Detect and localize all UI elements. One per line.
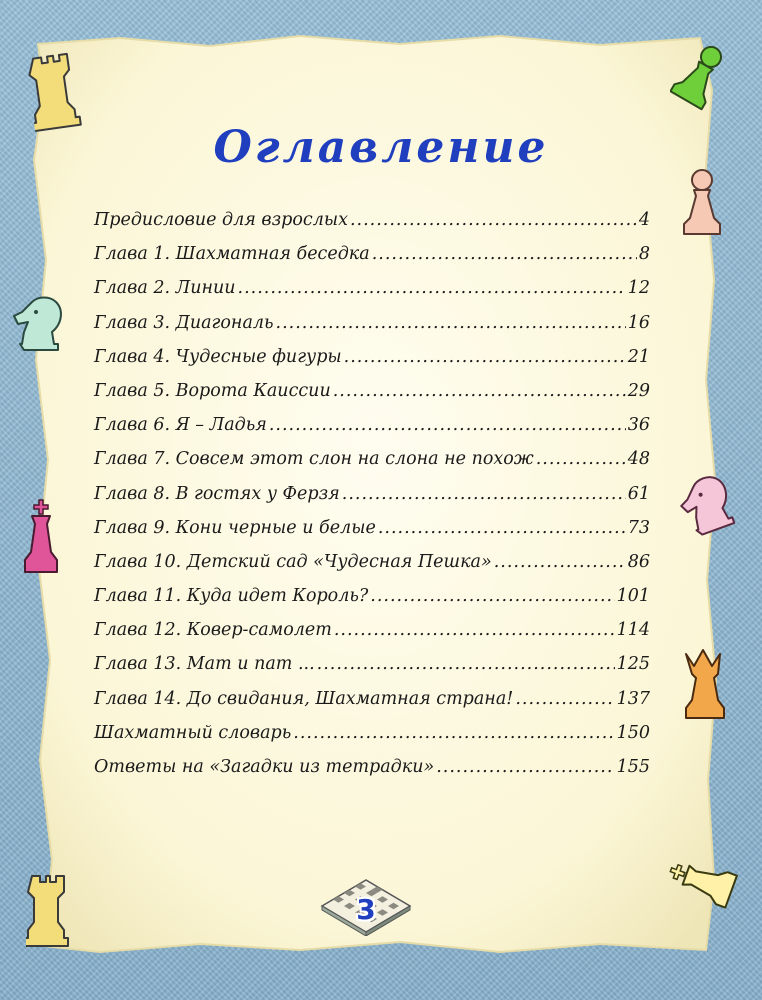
toc-entry-label: Глава 9. Кони черные и белые <box>94 517 376 538</box>
toc-entry-page: 12 <box>627 278 650 299</box>
toc-entry-page: 155 <box>616 757 650 777</box>
toc-entry[interactable] <box>94 518 650 552</box>
toc-entry[interactable] <box>94 415 650 449</box>
toc-entry[interactable] <box>94 313 650 347</box>
toc-entry-page: 48 <box>627 449 650 470</box>
king-icon <box>664 846 740 916</box>
toc-entry-page: 4 <box>638 210 650 230</box>
toc-entry[interactable] <box>94 484 650 518</box>
toc-entry-page: 36 <box>627 415 650 436</box>
toc-entry-page: 8 <box>638 244 650 265</box>
toc-entry[interactable] <box>94 757 650 791</box>
table-of-contents <box>94 210 650 791</box>
toc-entry[interactable] <box>94 723 650 757</box>
toc-entry-page: 86 <box>627 551 650 572</box>
toc-entry[interactable] <box>94 586 650 620</box>
toc-leader-dots <box>317 654 615 674</box>
toc-entry-page: 61 <box>627 483 650 504</box>
toc-entry[interactable] <box>94 552 650 586</box>
toc-entry-label: Глава 11. Куда идет Король? <box>94 586 369 607</box>
toc-entry-label: Глава 13. Мат и пат ... <box>94 654 315 675</box>
toc-entry-page: 114 <box>616 620 650 641</box>
toc-entry-label: Глава 8. В гостях у Ферзя <box>94 483 340 504</box>
rook-icon <box>26 870 70 948</box>
toc-leader-dots <box>515 689 614 709</box>
toc-entry-label: Глава 3. Диагональ <box>94 312 274 333</box>
toc-entry-page: 125 <box>616 654 650 675</box>
toc-entry-page: 29 <box>627 380 650 401</box>
page-number: 3 <box>356 893 376 926</box>
page-title: Оглавление <box>213 122 549 173</box>
toc-leader-dots <box>370 586 614 606</box>
toc-entry-label: Глава 12. Ковер-самолет <box>94 620 332 641</box>
queen-icon <box>680 646 726 722</box>
toc-entry-label: Глава 4. Чудесные фигуры <box>94 346 342 367</box>
toc-entry[interactable] <box>94 210 650 244</box>
toc-entry-label: Глава 10. Детский сад «Чудесная Пешка» <box>94 551 492 572</box>
toc-entry-label: Глава 6. Я – Ладья <box>94 415 267 436</box>
toc-leader-dots <box>494 552 626 572</box>
toc-leader-dots <box>333 381 626 401</box>
knight-icon <box>10 294 72 356</box>
toc-leader-dots <box>344 347 626 367</box>
toc-entry-page: 21 <box>627 346 650 367</box>
toc-entry[interactable] <box>94 278 650 312</box>
pawn-icon <box>682 166 722 240</box>
toc-leader-dots <box>276 313 626 333</box>
pawn-icon <box>670 40 730 112</box>
toc-entry-page: 101 <box>616 586 650 607</box>
toc-leader-dots <box>238 278 626 298</box>
knight-icon <box>680 470 740 536</box>
toc-entry-page: 150 <box>616 722 650 743</box>
toc-leader-dots <box>342 484 626 504</box>
toc-leader-dots <box>372 244 637 264</box>
toc-leader-dots <box>378 518 626 538</box>
toc-leader-dots <box>269 415 626 435</box>
toc-entry-label: Глава 2. Линии <box>94 278 236 299</box>
toc-entry[interactable] <box>94 449 650 483</box>
toc-entry[interactable] <box>94 654 650 688</box>
toc-entry[interactable] <box>94 620 650 654</box>
toc-leader-dots <box>293 723 614 743</box>
toc-entry-label: Глава 7. Совсем этот слон на слона не похож <box>94 449 534 470</box>
toc-leader-dots <box>536 449 626 469</box>
toc-entry-page: 16 <box>627 312 650 333</box>
toc-entry-label: Глава 14. До свидания, Шахматная страна! <box>94 688 514 709</box>
toc-entry-label: Предисловие для взрослых <box>94 210 348 230</box>
toc-entry-page: 137 <box>616 688 650 709</box>
toc-entry-label: Глава 5. Ворота Каиссии <box>94 380 331 401</box>
toc-leader-dots <box>436 757 614 777</box>
toc-entry[interactable] <box>94 689 650 723</box>
toc-entry[interactable] <box>94 244 650 278</box>
toc-entry-page: 73 <box>627 517 650 538</box>
toc-entry-label: Ответы на «Загадки из тетрадки» <box>94 757 435 777</box>
toc-entry[interactable] <box>94 347 650 381</box>
toc-leader-dots <box>350 210 637 230</box>
toc-entry-label: Глава 1. Шахматная беседка <box>94 244 370 265</box>
toc-entry-label: Шахматный словарь <box>94 722 292 743</box>
toc-entry[interactable] <box>94 381 650 415</box>
king-icon <box>22 498 60 576</box>
toc-leader-dots <box>334 620 615 640</box>
